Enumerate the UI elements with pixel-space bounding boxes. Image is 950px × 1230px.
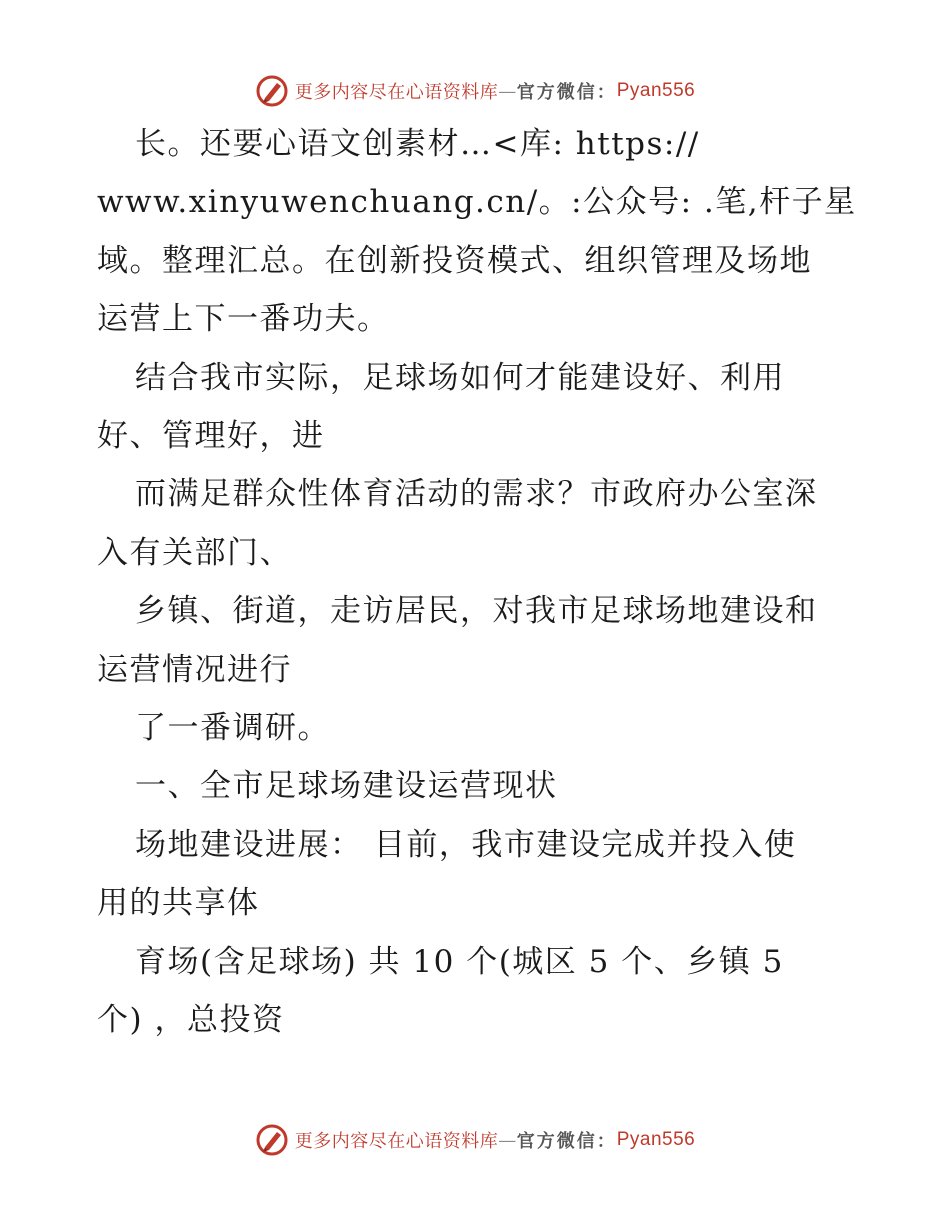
pen-logo-icon — [255, 74, 289, 108]
banner-label: 官方微信： — [516, 82, 617, 103]
pen-logo-icon — [255, 1123, 289, 1157]
banner-brand: 更多内容尽在心语资料库 — [294, 1131, 499, 1152]
banner-label: 官方微信： — [516, 1131, 617, 1152]
text-line: 入有关部门、 — [97, 534, 292, 571]
text-line: 场地建设进展： 目前，我市建设完成并投入使 — [135, 826, 797, 863]
footer-banner — [0, 1120, 950, 1160]
text-line: www.xinyuwenchuang.cn/。:公众号: .笔,杆子星 — [97, 184, 857, 221]
text-line: 而满足群众性体育活动的需求？市政府办公室深 — [135, 476, 818, 513]
text-line: 长。还要心语文创素材…<库: https:// — [135, 126, 700, 162]
banner-wechat-id: Pyan556 — [616, 80, 696, 101]
text-line: 育场(含足球场) 共 10 个(城区 5 个、乡镇 5 — [135, 943, 784, 980]
banner-brand: 更多内容尽在心语资料库 — [294, 82, 499, 103]
text-line: 运营情况进行 — [97, 651, 292, 688]
section-heading: 一、全市足球场建设运营现状 — [135, 768, 558, 805]
text-line: 用的共享体 — [97, 885, 260, 922]
header-banner — [0, 71, 950, 111]
banner-dash: — — [498, 80, 517, 102]
text-line: 运营上下一番功夫。 — [97, 301, 390, 338]
body-text — [97, 115, 857, 1050]
text-line: 个) ，总投资 — [97, 1002, 285, 1039]
text-line: 乡镇、街道，走访居民，对我市足球场地建设和 — [135, 593, 818, 630]
text-line: 好、管理好，进 — [97, 418, 325, 455]
banner-wechat-id: Pyan556 — [616, 1129, 696, 1150]
text-line: 了一番调研。 — [135, 710, 330, 747]
text-line: 结合我市实际，足球场如何才能建设好、利用 — [135, 359, 785, 396]
text-line: 域。整理汇总。在创新投资模式、组织管理及场地 — [97, 242, 812, 279]
banner-dash: — — [498, 1129, 517, 1151]
